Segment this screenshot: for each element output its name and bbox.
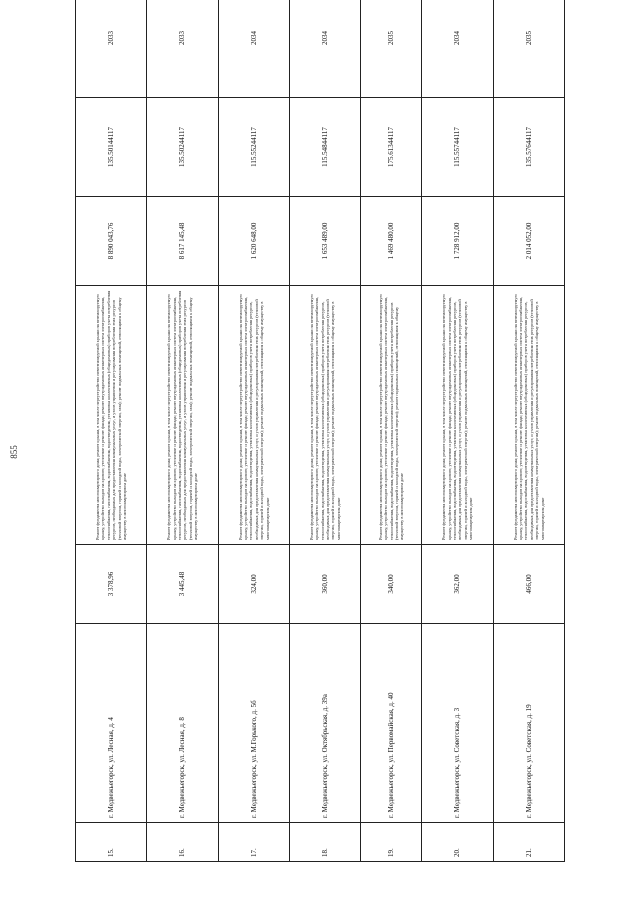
- code-cell: 115.55744117: [422, 98, 493, 197]
- year-cell: 2034: [422, 0, 493, 98]
- area-cell: 3 378,96: [76, 545, 147, 624]
- address-cell: г. Медвежьегорск, ул. М.Горького, д. 5б: [218, 624, 289, 823]
- year-cell: 2033: [147, 0, 218, 98]
- table-row: [289, 0, 360, 862]
- year-cell: 2035: [493, 0, 564, 98]
- cost-cell: 2 014 052,00: [493, 197, 564, 286]
- code-cell: 115.55244117: [218, 98, 289, 197]
- row-number: 20.: [422, 823, 493, 862]
- address-cell: г. Медвежьегорск, ул. Лесная, д. 8: [147, 624, 218, 823]
- table-row: [361, 0, 422, 862]
- year-cell: 2034: [289, 0, 360, 98]
- area-cell: 340,00: [361, 545, 422, 624]
- code-cell: 135.50244117: [147, 98, 218, 197]
- table-row: [493, 0, 564, 862]
- table-row: [76, 0, 147, 862]
- works-cell: Ремонт фундамента многоквартирного дома; ремонт крыши, в том числе переустройство невентилируемой крыши на вентилируемую крышу, устройство выходов на кровлю; утепление и ремонт фасада; ремонт внутридомовых инженерных систем электроснабжения, теплоснабжения, водоснабжения, водоотведения, установка коллективных (общедомовых) приборов учета потребления ресурсов, необходимых для предоставления коммунальных услуг, и узлов управления и регулирования потребления этих ресурсов (тепловой энергии, горячей и холодной воды, электрической энергии); ремонт подвальных помещений, относящихся к общему имуществу в многоквартирном доме: [289, 286, 360, 545]
- address-cell: г. Медвежьегорск, ул. Октябрьская, д. 39а: [289, 624, 360, 823]
- cost-cell: 1 653 489,00: [289, 197, 360, 286]
- year-cell: 2033: [76, 0, 147, 98]
- code-cell: 135.57644117: [493, 98, 564, 197]
- area-cell: 466,00: [493, 545, 564, 624]
- cost-cell: 1 620 648,00: [218, 197, 289, 286]
- works-cell: Ремонт фундамента многоквартирного дома; ремонт крыши, в том числе переустройство невентилируемой крыши на вентилируемую крышу, устройство выходов на кровлю; утепление и ремонт фасада; ремонт внутридомовых инженерных систем электроснабжения, теплоснабжения, водоснабжения, водоотведения, установка коллективных (общедомовых) приборов учета потребления ресурсов (тепловой энергии, горячей и холодной воды, электрической энергии); ремонт подвальных помещений, относящихся к общему имуществу в многоквартирном доме: [361, 286, 422, 545]
- area-cell: 362,00: [422, 545, 493, 624]
- area-cell: 3 445,48: [147, 545, 218, 624]
- works-cell: Ремонт фундамента многоквартирного дома; ремонт крыши, в том числе переустройство невентилируемой крыши на вентилируемую крышу, устройство выходов на кровлю; утепление и ремонт фасада; ремонт внутридомовых инженерных систем электроснабжения, теплоснабжения, водоснабжения, водоотведения, установка коллективных (общедомовых) приборов учета потребления ресурсов, необходимых для предоставления коммунальных услуг, и узлов управления и регулирования потребления этих ресурсов (тепловой энергии, горячей и холодной воды, электрической энергии); ремонт подвальных помещений, относящихся к общему имуществу в многоквартирном доме: [422, 286, 493, 545]
- works-cell: Ремонт фундамента многоквартирного дома; ремонт крыши, в том числе переустройство невентилируемой крыши на вентилируемую крышу, устройство выходов на кровлю; утепление и ремонт фасада; ремонт внутридомовых инженерных систем электроснабжения, теплоснабжения, водоснабжения, водоотведения, установка коллективных (общедомовых) приборов учета потребления ресурсов, необходимых для предоставления коммунальных услуг, и узлов управления и регулирования потребления этих ресурсов (тепловой энергии, горячей и холодной воды, электрической энергии); ремонт подвальных помещений, относящихся к общему имуществу в многоквартирном доме: [493, 286, 564, 545]
- document-table-container: [75, 31, 565, 862]
- table-row: [147, 0, 218, 862]
- works-cell: Ремонт фундамента многоквартирного дома; ремонт крыши, в том числе переустройство невентилируемой крыши на вентилируемую крышу, устройство выходов на кровлю; утепление и ремонт фасада; ремонт внутридомовых инженерных систем электроснабжения, теплоснабжения, водоснабжения, водоотведения, установка коллективных (общедомовых) приборов учета потребления ресурсов, необходимых для предоставления коммунальных услуг, и узлов управления и регулирования потребления этих ресурсов (тепловой энергии, горячей и холодной воды, электрической энергии); ремонт подвальных помещений, относящихся к общему имуществу в многоквартирном доме: [218, 286, 289, 545]
- row-number: 16.: [147, 823, 218, 862]
- address-cell: г. Медвежьегорск, ул. Лесная, д. 4: [76, 624, 147, 823]
- year-cell: 2035: [361, 0, 422, 98]
- address-cell: г. Медвежьегорск, ул. Первомайская, д. 40: [361, 624, 422, 823]
- table-row: [422, 0, 493, 862]
- area-cell: 360,00: [289, 545, 360, 624]
- row-number: 21.: [493, 823, 564, 862]
- row-number: 19.: [361, 823, 422, 862]
- row-number: 15.: [76, 823, 147, 862]
- address-cell: г. Медвежьегорск, ул. Советская, д. 3: [422, 624, 493, 823]
- year-cell: 2034: [218, 0, 289, 98]
- page-number: 855: [9, 445, 19, 459]
- code-cell: 175.61344117: [361, 98, 422, 197]
- cost-cell: 8 617 145,48: [147, 197, 218, 286]
- area-cell: 324,00: [218, 545, 289, 624]
- row-number: 18.: [289, 823, 360, 862]
- document-table: [75, 0, 565, 862]
- address-cell: г. Медвежьегорск, ул. Советская, д. 19: [493, 624, 564, 823]
- cost-cell: 1 469 480,00: [361, 197, 422, 286]
- table-body: [76, 0, 565, 862]
- works-cell: Ремонт фундамента многоквартирного дома; ремонт крыши, в том числе переустройство невентилируемой крыши на вентилируемую крышу, устройство выходов на кровлю; утепление и ремонт фасада; ремонт внутридомовых инженерных систем электроснабжения, теплоснабжения, газоснабжения, водоснабжения, водоотведения, установка коллективных (общедомовых) приборов учета потребления ресурсов, необходимых для предоставления коммунальных услуг, и узлов управления и регулирования потребления этих ресурсов (тепловой энергии, горячей и холодной воды, электрической энергии, газа); ремонт подвальных помещений, относящихся к общему имуществу в многоквартирном доме: [76, 286, 147, 545]
- cost-cell: 1 728 912,00: [422, 197, 493, 286]
- code-cell: 135.50144117: [76, 98, 147, 197]
- row-number: 17.: [218, 823, 289, 862]
- table-row: [218, 0, 289, 862]
- code-cell: 115.54844117: [289, 98, 360, 197]
- cost-cell: 8 890 043,76: [76, 197, 147, 286]
- works-cell: Ремонт фундамента многоквартирного дома; ремонт крыши, в том числе переустройство невентилируемой крыши на вентилируемую крышу, устройство выходов на кровлю; утепление и ремонт фасада; ремонт внутридомовых инженерных систем электроснабжения, теплоснабжения, газоснабжения, водоснабжения, водоотведения, установка коллективных (общедомовых) приборов учета потребления ресурсов, необходимых для предоставления коммунальных услуг, и узлов управления и регулирования потребления этих ресурсов (тепловой энергии, горячей и холодной воды, электрической энергии, газа); ремонт подвальных помещений, относящихся к общему имуществу в многоквартирном доме: [147, 286, 218, 545]
